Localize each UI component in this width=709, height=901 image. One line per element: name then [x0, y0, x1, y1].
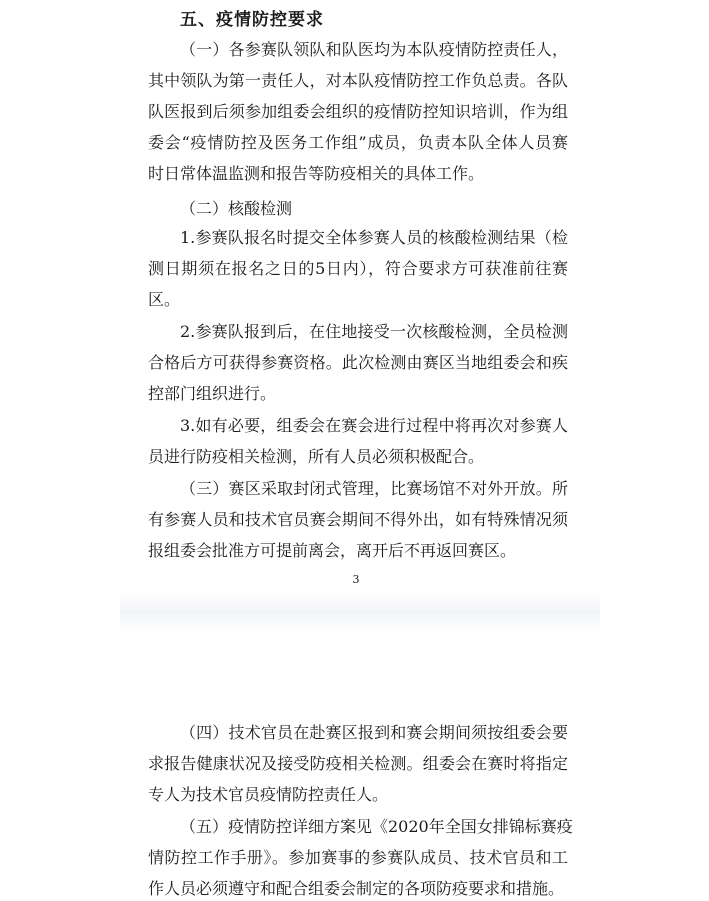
item-2-line-2: 合格后方可获得参赛资格。此次检测由赛区当地组委会和疾	[148, 353, 568, 372]
paragraph-4-line-2: 求报告健康状况及接受防疫相关检测。组委会在赛时将指定	[148, 754, 568, 773]
paragraph-3-line-1: （三）赛区采取封闭式管理，比赛场馆不对外开放。所	[180, 479, 568, 498]
item-1-line-3: 区。	[148, 290, 181, 309]
paragraph-1-line-5: 时日常体温监测和报告等防疫相关的具体工作。	[148, 164, 485, 183]
subheading-nucleic-test: （二）核酸检测	[180, 199, 293, 218]
item-1-line-2: 测日期须在报名之日的5日内），符合要求方可获准前往赛	[148, 259, 568, 278]
paragraph-5-line-1: （五）疫情防控详细方案见《2020年全国女排锦标赛疫	[180, 817, 573, 836]
paragraph-1-line-1: （一）各参赛队领队和队医均为本队疫情防控责任人，	[180, 40, 568, 59]
item-3-line-1: 3.如有必要，组委会在赛会进行过程中将再次对参赛人	[180, 416, 568, 435]
item-2-line-3: 控部门组织进行。	[148, 384, 277, 403]
paragraph-1-line-3: 队医报到后须参加组委会组织的疫情防控知识培训，作为组	[148, 102, 568, 121]
paragraph-5-line-2: 情防控工作手册》。参加赛事的参赛队成员、技术官员和工	[148, 848, 568, 867]
section-heading: 五、疫情防控要求	[180, 10, 324, 30]
item-3-line-2: 员进行防疫相关检测，所有人员必须积极配合。	[148, 447, 485, 466]
paragraph-5-line-3: 作人员必须遵守和配合组委会制定的各项防疫要求和措施。	[148, 879, 565, 898]
paragraph-3-line-2: 有参赛人员和技术官员赛会期间不得外出，如有特殊情况须	[148, 510, 568, 529]
paragraph-1-line-4: 委会“疫情防控及医务工作组”成员，负责本队全体人员赛	[148, 133, 568, 152]
paragraph-4-line-3: 专人为技术官员疫情防控责任人。	[148, 785, 389, 804]
item-2-line-1: 2.参赛队报到后，在住地接受一次核酸检测，全员检测	[180, 322, 568, 341]
scan-shadow-band	[120, 592, 600, 632]
paragraph-3-line-3: 报组委会批准方可提前离会，离开后不再返回赛区。	[148, 541, 517, 560]
page-number: 3	[352, 573, 360, 586]
paragraph-1-line-2: 其中领队为第一责任人，对本队疫情防控工作负总责。各队	[148, 71, 568, 90]
paragraph-4-line-1: （四）技术官员在赴赛区报到和赛会期间须按组委会要	[180, 723, 568, 742]
item-1-line-1: 1.参赛队报名时提交全体参赛人员的核酸检测结果（检	[180, 228, 568, 247]
